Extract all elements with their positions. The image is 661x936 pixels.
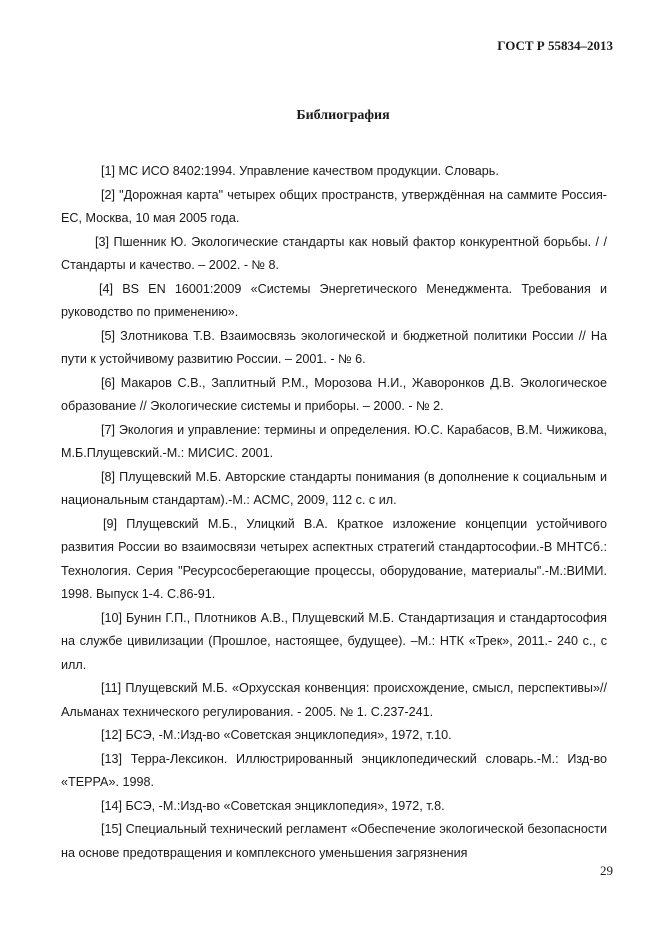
reference-item-15: [15] Специальный технический регламент «Обеспечение экологической безопасности на основе предотвращения и комплексного уменьшения загрязнения (61, 822, 607, 860)
reference-item-13: [13] Терра-Лексикон. Иллюстрированный энциклопедический словарь.-М.: Изд-во «ТЕРРА». 1998. (61, 751, 607, 789)
reference-item-10: [10] Бунин Г.П., Плотников А.В., Плущевский М.Б. Стандартизация и стандартософия на службе цивилизации (Прошлое, настоящее, будущее). –М.: НТК «Трек», 2011.- 240 с., с илл. (61, 610, 607, 672)
reference-item-7: [7] Экология и управление: термины и определения. Ю.С. Карабасов, В.М. Чижикова, М.Б.Плущевский.-М.: МИСИС. 2001. (61, 422, 607, 460)
reference-item-8: [8] Плущевский М.Б. Авторские стандарты понимания (в дополнение к социальным и национальным стандартам).-М.: АСМС, 2009, 112 с. с ил. (61, 469, 607, 507)
page-number: 29 (600, 863, 613, 878)
reference-item-1: [1] МС ИСО 8402:1994. Управление качеством продукции. Словарь. (101, 164, 499, 178)
bibliography-list (61, 160, 607, 865)
reference-item-11: [11] Плущевский М.Б. «Орхусская конвенция: происхождение, смысл, перспективы»// Альманах технического регулирования. - 2005. № 1. С.237-241. (61, 681, 607, 719)
document-header: ГОСТ Р 55834–2013 (497, 38, 613, 53)
reference-item-5: [5] Злотникова Т.В. Взаимосвязь экологической и бюджетной политики России // На пути к устойчивому развитию России. – 2001. - № 6. (61, 328, 607, 366)
reference-item-9: [9] Плущевский М.Б., Улицкий В.А. Краткое изложение концепции устойчивого развития России во взаимосвязи четырех аспектных стратегий стандартософии.-В МНТСб.: Технология. Серия "Ресурсосберегающие процессы, оборудование, материалы".-М.:ВИМИ. 1998. Выпуск 1-4. С.86-91. (61, 516, 607, 601)
reference-item-4: [4] BS EN 16001:2009 «Системы Энергетического Менеджмента. Требования и руководство по применению». (61, 281, 607, 319)
reference-item-6: [6] Макаров С.В., Заплитный Р.М., Морозова Н.И., Жаворонков Д.В. Экологическое образование // Экологические системы и приборы. – 2000. - № 2. (61, 375, 607, 413)
reference-item-3: [3] Пшенник Ю. Экологические стандарты как новый фактор конкурентной борьбы. / / Стандарты и качество. – 2002. - № 8. (61, 234, 607, 272)
page-title: Библиография (296, 108, 390, 123)
reference-item-2: [2] "Дорожная карта" четырех общих пространств, утверждённая на саммите Россия-ЕС, Москва, 10 мая 2005 года. (61, 187, 607, 225)
reference-item-14: [14] БСЭ, -М.:Изд-во «Советская энциклопедия», 1972, т.8. (101, 798, 445, 813)
reference-item-12: [12] БСЭ, -М.:Изд-во «Советская энциклопедия», 1972, т.10. (101, 728, 452, 742)
